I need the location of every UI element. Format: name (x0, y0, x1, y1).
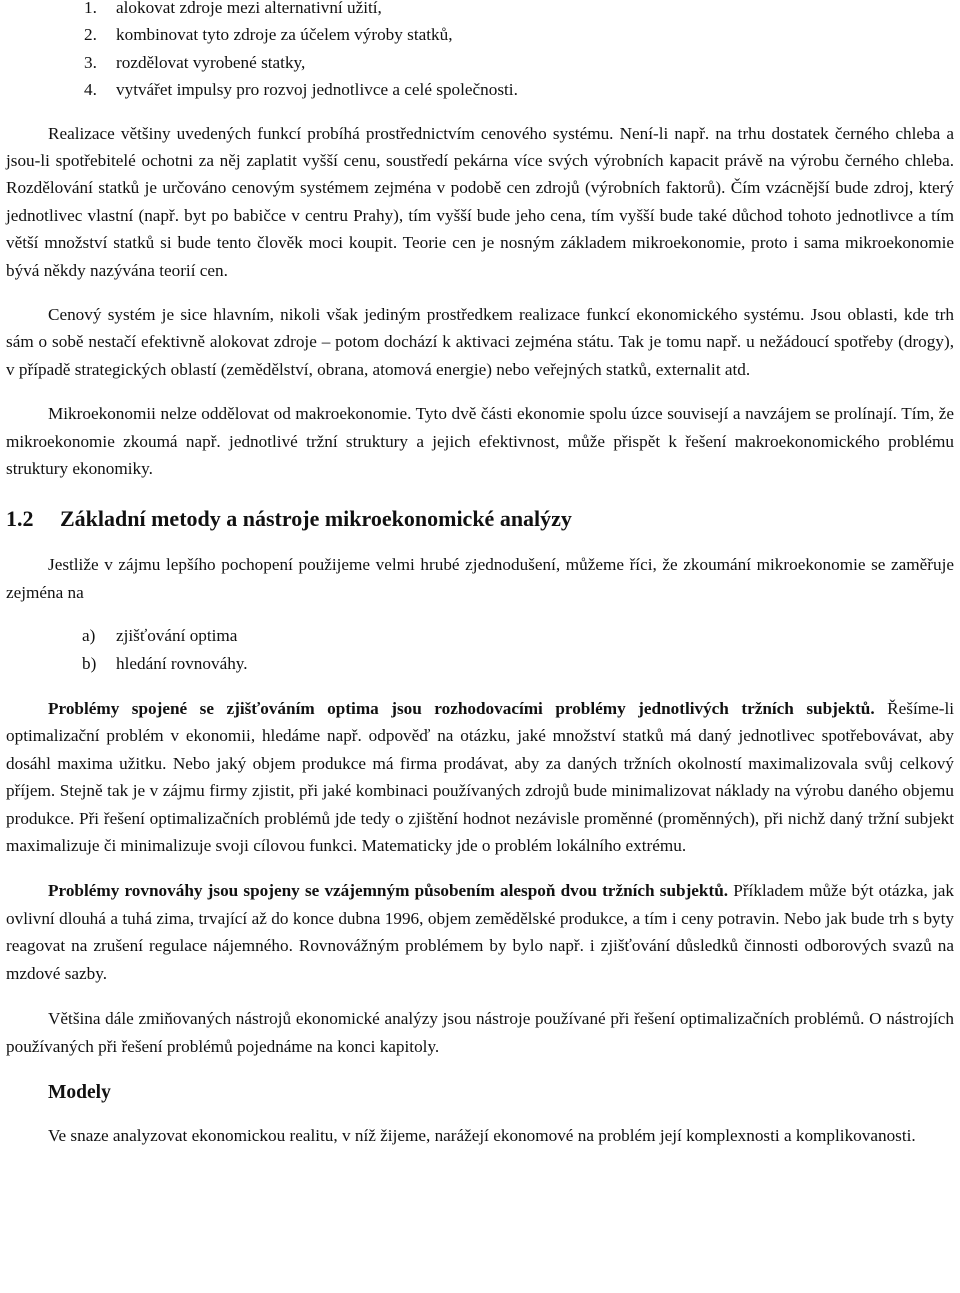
list-item-text: alokovat zdroje mezi alternativní užití, (116, 0, 382, 17)
paragraph-equilibrium (6, 877, 954, 987)
section-title: Základní metody a nástroje mikroekonomické analýzy (60, 506, 572, 532)
lettered-list (6, 622, 954, 677)
list-item-text: vytvářet impulsy pro rozvoj jednotlivce a celé společnosti. (116, 80, 518, 100)
optimum-lead: Problémy spojené se zjišťováním optima jsou rozhodovacími problémy jednotlivých tržních subjektů. (48, 699, 875, 719)
list-item-letter: a) (82, 626, 96, 646)
list-item-text: zjišťování optima (116, 626, 238, 646)
list-item-text: hledání rovnováhy. (116, 653, 248, 673)
paragraph-tools: Většina dále zmiňovaných nástrojů ekonomické analýzy jsou nástroje používané při řešení optimalizačních problémů. O nástrojích používaných při řešení problémů pojednáme na konci kapitoly. (6, 1009, 954, 1056)
equilibrium-lead: Problémy rovnováhy jsou spojeny se vzájemným působením alespoň dvou tržních subjektů. (48, 881, 729, 901)
paragraph-micro-macro: Mikroekonomii nelze oddělovat od makroekonomie. Tyto dvě části ekonomie spolu úzce souvisejí a navzájem se prolínají. Tím, že mikroekonomie zkoumá např. jednotlivé tržní struktury a jejich efektivnost, může přispět k řešení makroekonomického problému struktury ekonomiky. (6, 404, 954, 479)
paragraph-price-system: Realizace většiny uvedených funkcí probíhá prostřednictvím cenového systému. Není-li např. na trhu dostatek černého chleba a jsou-li spotřebitelé ochotni za něj zaplatit vyšší cenu, soustředí pekárna více svých výrobních kapacit právě na výrobu černého chleba. Rozdělování statků je určováno cenovým systémem zejména v podobě cen zdrojů (výrobních faktorů). Čím vzácnější bude zdroj, který jednotlivec vlastní (např. byt po babičce v centru Prahy), tím vyšší bude jeho cena, tím vyšší bude také důchod tohoto jednotlivce a tím větší množství statků si bude tento člověk moci koupit. Teorie cen je nosným základem mikroekonomie, proto i sama mikroekonomie bývá někdy nazývána teorií cen. (6, 123, 954, 280)
document-page (6, 0, 954, 1149)
list-item-text: rozdělovat vyrobené statky, (116, 52, 306, 72)
list-item-number: 2. (84, 25, 97, 45)
paragraph-optimum (6, 695, 954, 859)
list-item-number: 3. (84, 52, 97, 72)
paragraph-intro: Jestliže v zájmu lepšího pochopení použijeme velmi hrubé zjednodušení, můžeme říci, že zkoumání mikroekonomie se zaměřuje zejména na (6, 555, 954, 602)
list-item-text: kombinovat tyto zdroje za účelem výroby statků, (116, 25, 453, 45)
list-item-number: 1. (84, 0, 97, 17)
list-item (6, 622, 954, 649)
paragraph-price-system-limits: Cenový systém je sice hlavním, nikoli však jediným prostředkem realizace funkcí ekonomického systému. Jsou oblasti, kde trh sám o sobě nestačí efektivně alokovat zdroje – potom dochází k aktivaci zejména státu. Tak je tomu např. u nežádoucí spotřeby (drogy), v případě strategických oblastí (zemědělství, obrana, atomová energie) nebo veřejných statků, externalit atd. (6, 305, 954, 379)
numbered-list (6, 0, 954, 104)
paragraph-models: Ve snaze analyzovat ekonomickou realitu, v níž žijeme, narážejí ekonomové na problém její komplexnosti a komplikovanosti. (48, 1125, 916, 1145)
list-item (6, 0, 954, 21)
equilibrium-body: Příkladem může být otázka, jak ovlivní dlouhá a tuhá zima, trvající až do konce dubna 1996, objem zemědělské produkce, a tím i ceny potravin. Nebo jak bude trh s byty reagovat na zrušení regulace nájemného. Rovnovážným problémem by bylo např. i zjišťování důsledků činnosti odborových svazů na mzdové sazby. (6, 881, 954, 983)
list-item-letter: b) (82, 653, 97, 673)
list-item (6, 49, 954, 76)
list-item-number: 4. (84, 80, 97, 100)
section-heading (6, 504, 954, 534)
list-item (6, 76, 954, 103)
section-number: 1.2 (6, 506, 34, 532)
models-heading: Modely (48, 1081, 111, 1103)
list-item (6, 650, 954, 677)
optimum-body: Řešíme-li optimalizační problém v ekonomii, hledáme např. odpověď na otázku, jaké množství statků má daný jednotlivec spotřebovávat, aby dosáhl maxima užitku. Nebo jaký objem produkce má firma prodávat, aby za daných tržních okolností maximalizovala svůj celkový příjem. Stejně tak je v zájmu firmy zjistit, při jaké kombinaci používaných zdrojů bude minimalizovat náklady na výrobu daného objemu produkce. Při řešení optimalizačních problémů jde tedy o zjištění hodnot nezávisle proměnné (proměnných), při nichž daný tržní subjekt maximalizuje či minimalizuje svoji cílovou funkci. Matematicky jde o problém lokálního extrému. (6, 699, 954, 856)
list-item (6, 21, 954, 48)
